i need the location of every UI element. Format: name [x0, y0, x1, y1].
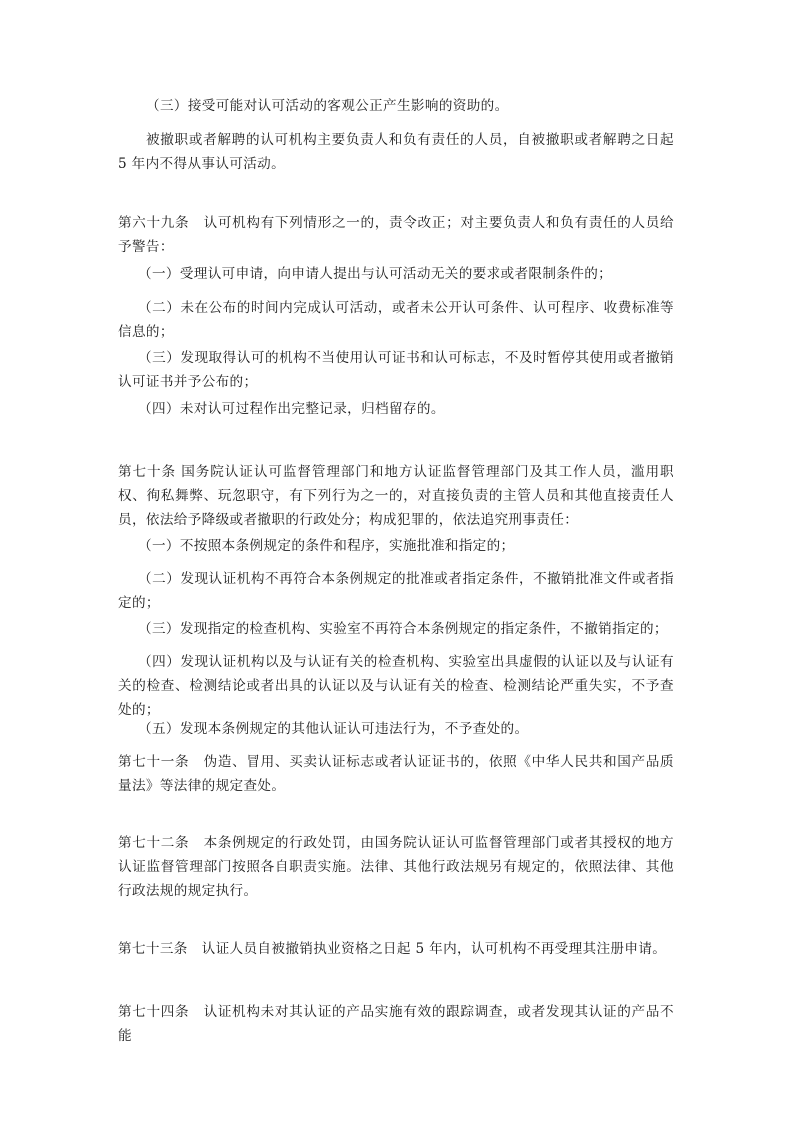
article-70-item-2: （二）发现认证机构不再符合本条例规定的批准或者指定条件，不撤销批准文件或者指定的； [118, 571, 674, 611]
article-71: 第七十一条 伪造、冒用、买卖认证标志或者认证证书的，依照《中华人民共和国产品质量法》等法律的规定查处。 [118, 754, 674, 794]
article-70-item-5: （五）发现本条例规定的其他认证认可违法行为，不予查处的。 [138, 721, 529, 737]
article-69-item-1: （一）受理认可申请，向申请人提出与认可活动无关的要求或者限制条件的； [138, 266, 613, 282]
article-70-item-3: （三）发现指定的检查机构、实验室不再符合本条例规定的指定条件，不撤销指定的； [138, 621, 668, 637]
paragraph-item-3: （三）接受可能对认可活动的客观公正产生影响的资助的。 [146, 98, 509, 114]
paragraph-dismissal-rule: 被撤职或者解聘的认可机构主要负责人和负有责任的人员，自被撤职或者解聘之日起 5 年内不得从事认可活动。 [118, 132, 674, 172]
article-73: 第七十三条 认证人员自被撤销执业资格之日起 5 年内，认可机构不再受理其注册申请。 [118, 941, 667, 957]
article-74: 第七十四条 认证机构未对其认证的产品实施有效的跟踪调查，或者发现其认证的产品不能 [118, 1004, 674, 1044]
article-70-heading: 第七十条 国务院认证认可监督管理部门和地方认证监督管理部门及其工作人员，滥用职权、徇私舞弊、玩忽职守，有下列行为之一的，对直接负责的主管人员和其他直接责任人员，依法给予降级或者撤职的行政处分；构成犯罪的，依法追究刑事责任： [118, 464, 674, 528]
article-72: 第七十二条 本条例规定的行政处罚，由国务院认证认可监督管理部门或者其授权的地方认证监督管理部门按照各自职责实施。法律、其他行政法规另有规定的，依照法律、其他行政法规的规定执行。 [118, 835, 674, 899]
article-69-item-4: （四）未对认可过程作出完整记录，归档留存的。 [138, 401, 445, 417]
article-70-item-1: （一）不按照本条例规定的条件和程序，实施批准和指定的； [138, 538, 515, 554]
article-70-item-4: （四）发现认证机构以及与认证有关的检查机构、实验室出具虚假的认证以及与认证有关的检查、检测结论或者出具的认证以及与认证有关的检查、检测结论严重失实，不予查处的； [118, 654, 674, 718]
article-69-heading: 第六十九条 认可机构有下列情形之一的，责令改正；对主要负责人和负有责任的人员给予警告： [118, 215, 674, 255]
article-69-item-2: （二）未在公布的时间内完成认可活动，或者未公开认可条件、认可程序、收费标准等信息的； [118, 300, 674, 340]
article-69-item-3: （三）发现取得认可的机构不当使用认可证书和认可标志，不及时暂停其使用或者撤销认可证书并予公布的； [118, 350, 674, 390]
